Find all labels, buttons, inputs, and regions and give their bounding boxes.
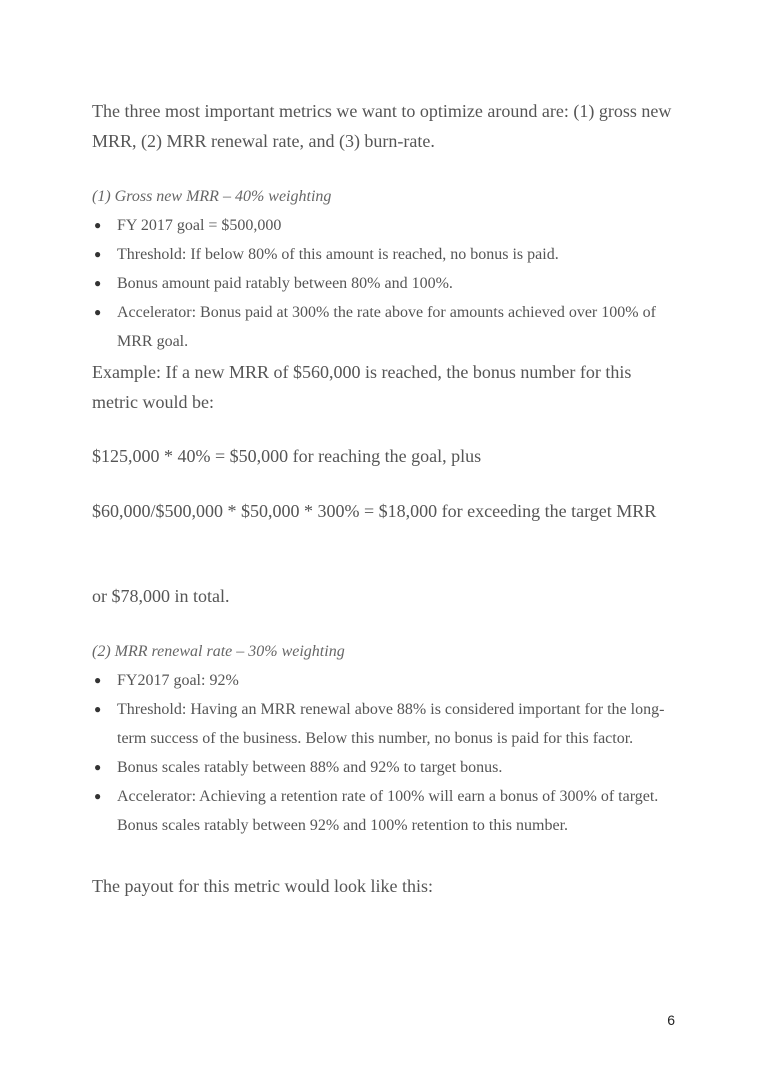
section-heading-mrr-renewal: (2) MRR renewal rate – 30% weighting (92, 643, 345, 660)
list-item (92, 753, 677, 782)
bullet-icon: ● (94, 276, 102, 290)
intro-paragraph: The three most important metrics we want to optimize around are: (1) gross new MRR, (2) MRR renewal rate, and (3) burn-rate. (92, 101, 672, 151)
calculation-goal: $125,000 * 40% = $50,000 for reaching the goal, plus (92, 446, 482, 466)
bullet-icon: ● (94, 760, 102, 774)
list-item-text: Bonus amount paid ratably between 80% and 100%. (117, 275, 453, 292)
list-item (92, 298, 677, 356)
list-item (92, 695, 677, 753)
section2-bullet-list (92, 666, 677, 840)
payout-paragraph: The payout for this metric would look like this: (92, 876, 433, 896)
list-item-text: Threshold: Having an MRR renewal above 88% is considered important for the long-term success of the business. Below this number, no bonus is paid for this factor. (117, 701, 665, 747)
list-item (92, 240, 677, 269)
list-item-text: Threshold: If below 80% of this amount is reached, no bonus is paid. (117, 246, 559, 263)
list-item (92, 666, 677, 695)
list-item (92, 782, 677, 840)
bullet-icon: ● (94, 247, 102, 261)
list-item (92, 269, 677, 298)
page-number: 6 (667, 1012, 675, 1028)
bullet-icon: ● (94, 789, 102, 803)
section-heading-gross-new-mrr: (1) Gross new MRR – 40% weighting (92, 188, 332, 205)
bullet-icon: ● (94, 673, 102, 687)
list-item-text: FY 2017 goal = $500,000 (117, 217, 282, 234)
list-item-text: Bonus scales ratably between 88% and 92% to target bonus. (117, 759, 503, 776)
bullet-icon: ● (94, 702, 102, 716)
calculation-total: or $78,000 in total. (92, 586, 230, 606)
list-item (92, 211, 677, 240)
list-item-text: FY2017 goal: 92% (117, 672, 239, 689)
bullet-icon: ● (94, 218, 102, 232)
list-item-text: Accelerator: Achieving a retention rate of 100% will earn a bonus of 300% of target. Bonus scales ratably between 92% and 100% retention to this number. (117, 788, 659, 834)
example-paragraph: Example: If a new MRR of $560,000 is reached, the bonus number for this metric would be: (92, 362, 632, 412)
section1-bullet-list (92, 211, 677, 356)
list-item-text: Accelerator: Bonus paid at 300% the rate above for amounts achieved over 100% of MRR goal. (117, 304, 656, 350)
calculation-excess: $60,000/$500,000 * $50,000 * 300% = $18,000 for exceeding the target MRR (92, 501, 657, 521)
bullet-icon: ● (94, 305, 102, 319)
